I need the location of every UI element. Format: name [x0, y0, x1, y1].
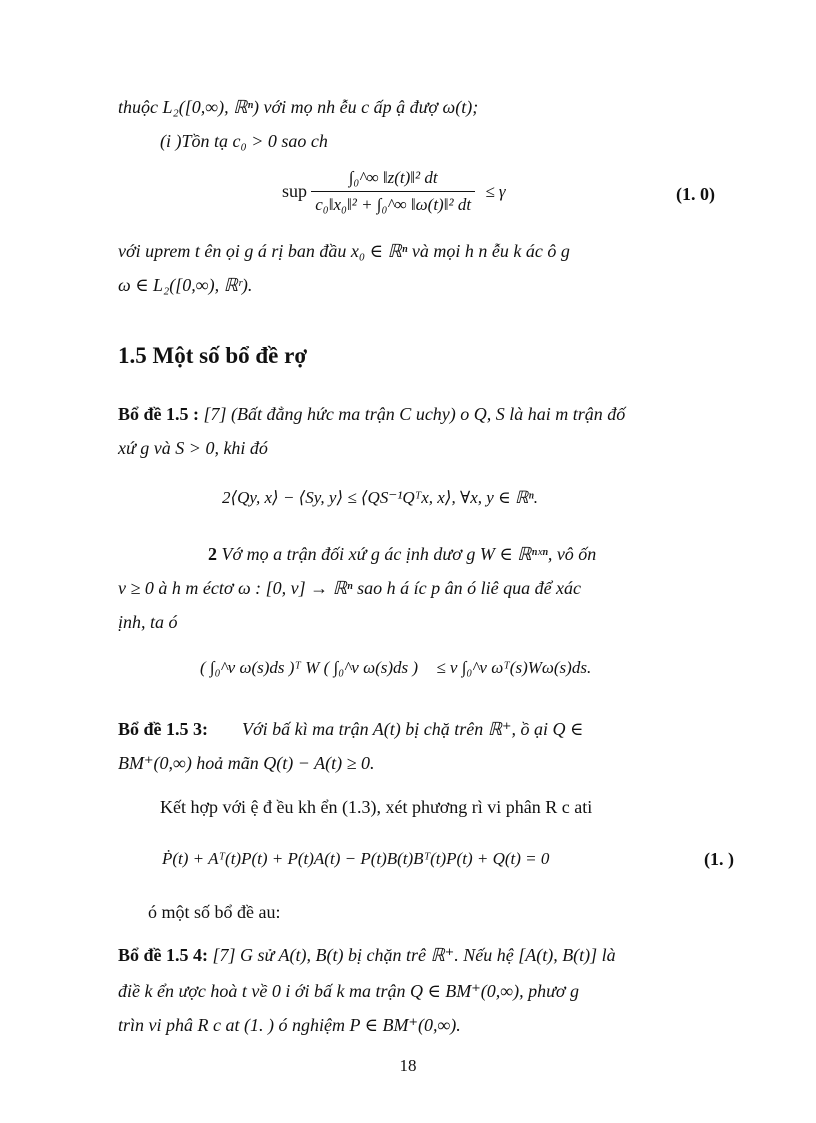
text-line-3: với uprem t ên ọi g á rị ban đầu x₀ ∈ ℝⁿ và mọi h n ễu k ác ô g: [118, 241, 570, 261]
lemma-2-paragraph: [208, 543, 596, 565]
eq1-sup: sup: [282, 181, 308, 201]
lemma-4-continuation-1: điề k ển ược hoà t về 0 i ới bấ k ma trận Q ∈ BM⁺(0,∞), phươ g: [118, 981, 580, 1001]
riccati-intro: Kết hợp với ệ đ ều kh ển (1.3), xét phương rì vi phân R c ati: [160, 797, 593, 817]
text-line-2: (i )Tồn tạ c₀ > 0 sao ch: [160, 131, 328, 151]
lemma-1-label: Bổ đề 1.5 :: [118, 404, 199, 424]
section-heading: 1.5 Một số bổ đề rợ: [118, 343, 308, 368]
lemma-2-continuation-2: ịnh, ta ó: [118, 612, 178, 632]
lemma-4-continuation-2: trìn vi phâ R c at (1. ) ó nghiệm P ∈ BM⁺(0,∞).: [118, 1015, 461, 1035]
eq1-fraction: [311, 168, 475, 215]
eq1-numerator: ∫₀^∞ ‖z(t)‖² dt: [311, 168, 475, 192]
lemma-1-text: [7] (Bất đẳng hức ma trận C uchy) o Q, S là hai m trận đố: [199, 404, 626, 424]
lemma-4-label: Bổ đề 1.5 4:: [118, 945, 208, 965]
equation-1: [282, 168, 506, 215]
lemma-3-label: Bổ đề 1.5 3:: [118, 719, 208, 739]
lemma-1-paragraph: [118, 403, 625, 425]
lemma-2-text: Vớ mọ a trận đối xứ g ác ịnh dươ g W ∈ ℝⁿˣⁿ, vô ốn: [217, 544, 597, 564]
lemma-2-continuation-1: ν ≥ 0 à h m éctơ ω : [0, ν] → ℝⁿ sao h á íc p ân ó liê qua để xác: [118, 578, 582, 598]
eq3-lhs: ( ∫₀^ν ω(s)ds )ᵀ W ( ∫₀^ν ω(s)ds ): [200, 658, 419, 677]
lemma-4-text: [7] G sử A(t), B(t) bị chặn trê ℝ⁺. Nếu hệ [A(t), B(t)] là: [208, 945, 616, 965]
page-number: 18: [399, 1056, 417, 1075]
lemma-2-label: 2: [208, 544, 217, 564]
equation-3: [200, 658, 591, 678]
equation-4-number: (1. ): [704, 849, 734, 869]
equation-2: 2⟨Qy, x⟩ − ⟨Sy, y⟩ ≤ ⟨QS⁻¹Qᵀx, x⟩, ∀x, y ∈ ℝⁿ.: [222, 488, 538, 507]
eq1-denominator: c₀‖x₀‖² + ∫₀^∞ ‖ω(t)‖² dt: [315, 195, 472, 214]
lemma-4-paragraph: [118, 944, 616, 966]
text-line-1: thuộc L₂([0,∞), ℝⁿ) với mọ nh ễu c ấp ậ đượ ω(t);: [118, 97, 479, 117]
equation-4: Ṗ(t) + Aᵀ(t)P(t) + P(t)A(t) − P(t)B(t)Bᵀ(t)P(t) + Q(t) = 0: [162, 849, 550, 868]
text-line-4: ω ∈ L₂([0,∞), ℝʳ).: [118, 275, 253, 295]
eq1-rhs: ≤ γ: [485, 181, 506, 201]
some-lemmas-line: ó một số bổ đề au:: [148, 902, 281, 922]
lemma-3-text: Với bấ kì ma trận A(t) bị chặ trên ℝ⁺, ồ ại Q ∈: [242, 719, 584, 739]
lemma-3-paragraph: [118, 718, 583, 740]
lemma-3-continuation: BM⁺(0,∞) hoả mãn Q(t) − A(t) ≥ 0.: [118, 753, 375, 773]
lemma-1-continuation: xứ g và S > 0, khi đó: [118, 438, 268, 458]
eq3-rhs: ≤ ν ∫₀^ν ωᵀ(s)Wω(s)ds.: [436, 658, 592, 677]
equation-1-number: (1. 0): [676, 184, 715, 204]
